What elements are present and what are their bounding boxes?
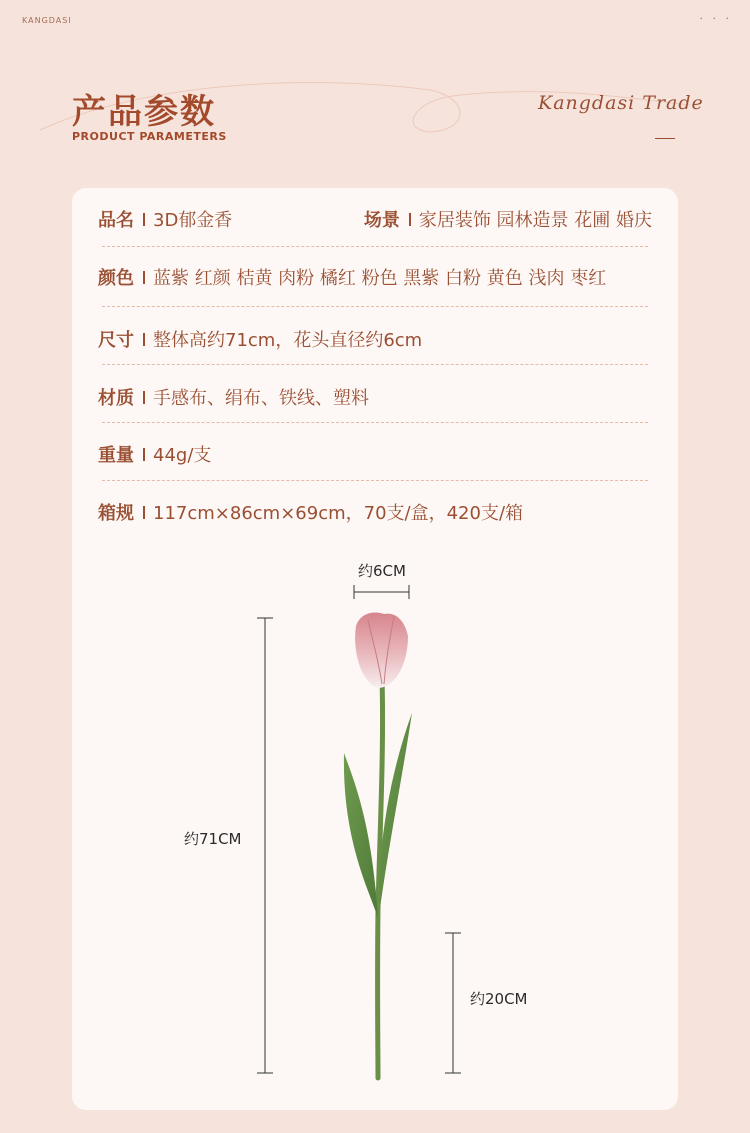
brand-signature: Kangdasi Trade (538, 92, 704, 114)
weight-label: 重量 (98, 445, 134, 466)
brand-name: KANGDASI (22, 16, 72, 25)
stem-height-marker (445, 933, 461, 1073)
signature-underline (655, 138, 675, 139)
tulip-leaf-left (344, 753, 378, 918)
size-label: 尺寸 (98, 330, 134, 351)
size-value: 整体高约71cm，花头直径约6cm (153, 330, 423, 351)
name-value: 3D郁金香 (153, 210, 233, 231)
material-label: 材质 (98, 388, 134, 409)
tulip-flower (355, 613, 408, 689)
head-width-marker (354, 585, 409, 599)
color-label: 颜色 (98, 268, 134, 289)
head-width-label: 约6CM (358, 562, 406, 580)
total-height-marker (257, 618, 273, 1073)
scene-value: 家居装饰 园林造景 花圃 婚庆 (418, 210, 652, 231)
page-title: 产品参数 (72, 92, 216, 132)
more-dots-icon: · · · (699, 12, 732, 25)
stem-height-label: 约20CM (470, 990, 528, 1008)
tulip-dimension-diagram (72, 188, 678, 1110)
weight-value: 44g/支 (153, 445, 212, 466)
parameters-card (72, 188, 678, 1110)
color-value: 蓝紫 红颜 桔黄 肉粉 橘红 粉色 黑紫 白粉 黄色 浅肉 枣红 (153, 268, 607, 289)
box-label: 箱规 (98, 503, 134, 524)
scene-label: 场景 (363, 210, 400, 231)
total-height-label: 约71CM (184, 830, 242, 848)
box-value: 117cm×86cm×69cm，70支/盒，420支/箱 (153, 503, 524, 524)
page-subtitle: PRODUCT PARAMETERS (72, 130, 227, 143)
material-value: 手感布、绢布、铁线、塑料 (153, 388, 369, 409)
name-label: 品名 (98, 210, 134, 231)
